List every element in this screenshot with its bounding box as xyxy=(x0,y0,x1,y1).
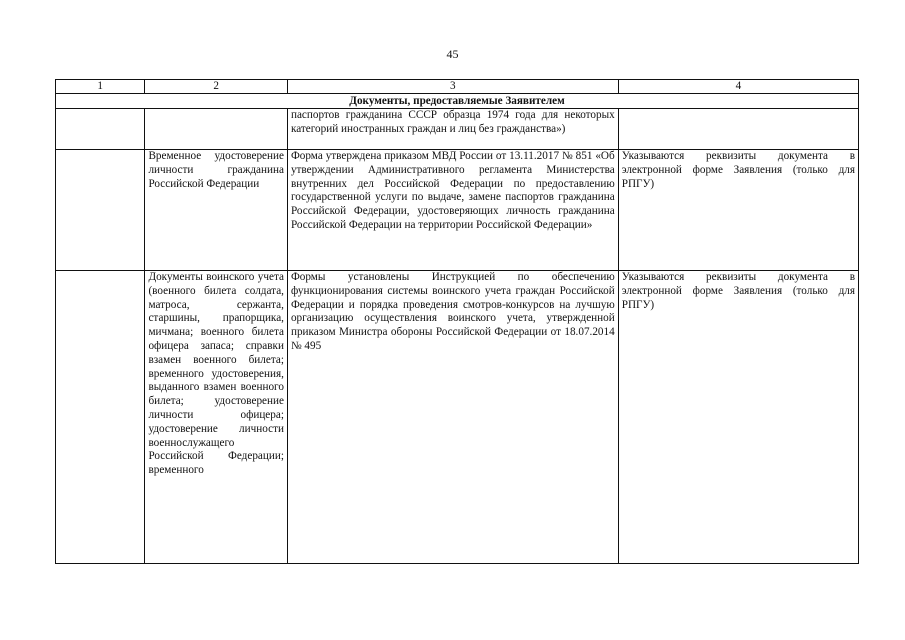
column-header-4: 4 xyxy=(618,80,858,94)
row-cell-col2: Документы воинского учета (военного билета солдата, матроса, сержанта, старшины, прапорщика, мичмана; военного билета офицера запаса; справки взамен военного билета; временного удостоверения, выданного взамен военного билета; удостоверение личности офицера; удостоверение личности военнослужащего Российской Федерации; временного xyxy=(145,271,288,564)
row-cell-col4 xyxy=(618,109,858,150)
column-header-2: 2 xyxy=(145,80,288,94)
table-row xyxy=(56,109,859,150)
table-header-row xyxy=(56,80,859,94)
section-title: Документы, предоставляемые Заявителем xyxy=(56,94,859,109)
row-cell-col1 xyxy=(56,271,145,564)
row-cell-col2: Временное удостоверение личности гражданина Российской Федерации xyxy=(145,150,288,271)
row-cell-col3: Формы установлены Инструкцией по обеспечению функционирования системы воинского учета граждан Российской Федерации и порядка проведения смотров-конкурсов на лучшую организацию осуществления воинского учета, утвержденной приказом Министра обороны Российской Федерации от 18.07.2014 № 495 xyxy=(287,271,618,564)
table-row xyxy=(56,150,859,271)
table-row xyxy=(56,271,859,564)
row-cell-col3: паспортов гражданина СССР образца 1974 года для некоторых категорий иностранных граждан и лиц без гражданства») xyxy=(287,109,618,150)
row-cell-col4: Указываются реквизиты документа в электронной форме Заявления (только для РПГУ) xyxy=(618,271,858,564)
page-number: 45 xyxy=(446,47,459,61)
row-cell-col3: Форма утверждена приказом МВД России от 13.11.2017 № 851 «Об утверждении Административного регламента Министерства внутренних дел Российской Федерации по предоставлению государственной услуги по выдаче, замене паспортов гражданина Российской Федерации, удостоверяющих личность гражданина Российской Федерации на территории Российской Федерации» xyxy=(287,150,618,271)
row-cell-col4: Указываются реквизиты документа в электронной форме Заявления (только для РПГУ) xyxy=(618,150,858,271)
column-header-3: 3 xyxy=(287,80,618,94)
row-cell-col1 xyxy=(56,109,145,150)
row-cell-col2 xyxy=(145,109,288,150)
documents-table xyxy=(55,79,859,564)
section-row xyxy=(56,94,859,109)
column-header-1: 1 xyxy=(56,80,145,94)
row-cell-col1 xyxy=(56,150,145,271)
